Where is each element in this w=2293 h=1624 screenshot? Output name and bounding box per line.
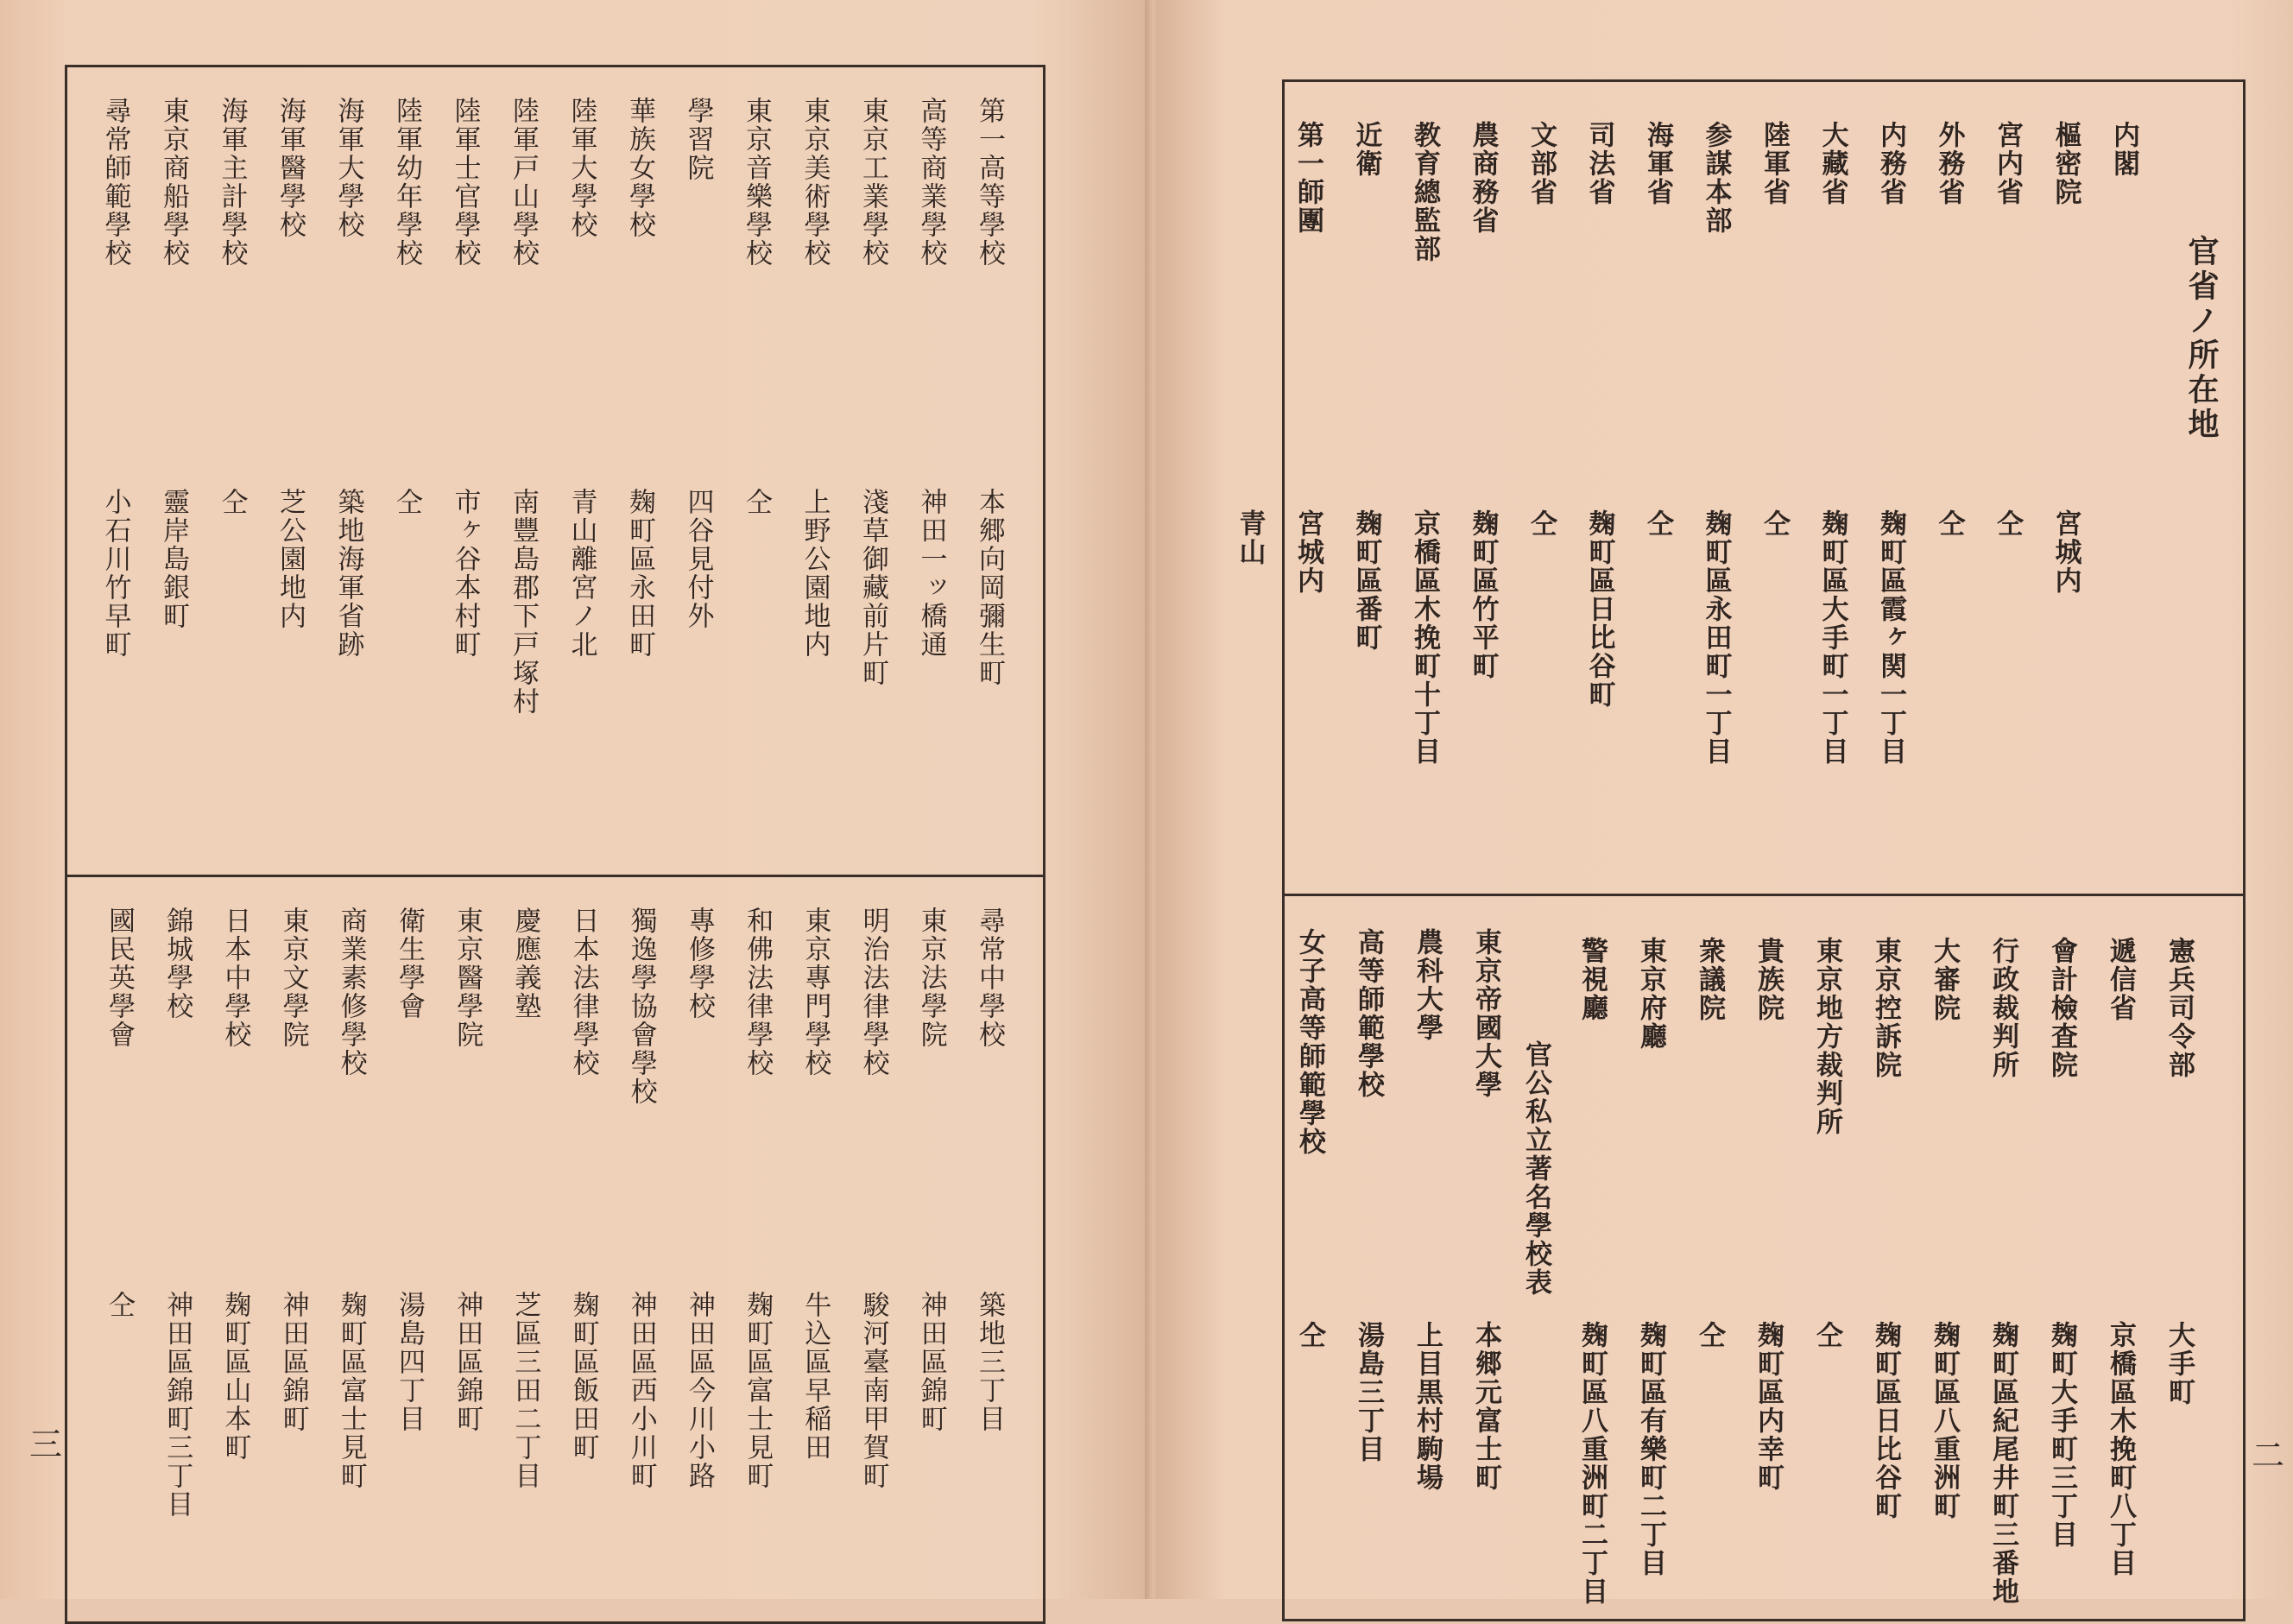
entry-name: 東京控訴院 (1870, 937, 1901, 1079)
entry-name: 商業素修學校 (335, 907, 367, 1077)
entry-address: 駿河臺南甲賀町 (857, 1291, 889, 1490)
right-page (1157, 0, 2293, 1606)
entry-name: 農商務省 (1467, 121, 1499, 235)
entry-name: 國民英學會 (104, 907, 135, 1049)
entry-name: 慶應義塾 (509, 907, 541, 1021)
entry-address: 麹町區日比谷町 (1583, 509, 1615, 709)
entry-address: 京橋區木挽町十丁目 (1409, 509, 1440, 766)
entry-name: 近衛 (1350, 121, 1382, 178)
entry-name: 内務省 (1875, 121, 1906, 206)
entry-address: 麹町區八重洲町二丁目 (1576, 1321, 1608, 1606)
entry-address: 仝 (1759, 509, 1790, 538)
entry-address: 麹町區大手町一丁目 (1816, 509, 1848, 766)
entry-address: 仝 (1694, 1321, 1725, 1349)
entry-address: 神田區錦町三丁目 (161, 1291, 193, 1519)
entry-name: 外務省 (1933, 121, 1965, 206)
entry-address: 仝 (216, 488, 248, 516)
entry-name: 明治法律學校 (857, 907, 889, 1077)
entry-address: 仝 (104, 1291, 135, 1319)
entry-name: 衛生學會 (394, 907, 425, 1021)
entry-address: 南豐島郡下戸塚村 (508, 488, 539, 716)
entry-address: 神田一ッ橋通 (915, 488, 947, 659)
entry-address: 麹町區霞ヶ関一丁目 (1875, 509, 1906, 766)
entry-name: 東京工業學校 (857, 97, 888, 268)
entry-name: 高等師範學校 (1353, 928, 1384, 1099)
entry-address: 麹町區紀尾井町三番地 (1987, 1321, 2018, 1606)
entry-address: 青山 (1234, 509, 1266, 566)
entry-address: 仝 (1811, 1321, 1842, 1349)
entry-name: 海軍大學校 (332, 97, 364, 239)
entry-name: 第一高等學校 (974, 97, 1005, 268)
entry-name: 貴族院 (1753, 937, 1784, 1022)
entry-name: 警視廳 (1576, 937, 1608, 1022)
entry-name: 第一師團 (1292, 121, 1323, 235)
entry-name: 樞密院 (2050, 121, 2081, 206)
entry-name: 海軍主計學校 (216, 97, 248, 268)
entry-address: 芝區三田二丁目 (509, 1291, 541, 1490)
entry-address: 築地海軍省跡 (332, 488, 364, 659)
entry-name: 農科大學 (1412, 928, 1443, 1042)
entry-name: 参謀本部 (1700, 121, 1732, 235)
entry-address: 青山離宮ノ北 (565, 488, 597, 659)
entry-name: 司法省 (1583, 121, 1615, 206)
entry-name: 行政裁判所 (1987, 937, 2018, 1079)
entry-name: 東京帝國大學 (1470, 928, 1501, 1099)
entry-address: 四谷見付外 (682, 488, 714, 630)
entry-name: 陸軍幼年學校 (391, 97, 422, 268)
entry-name: 尋常師範學校 (99, 97, 131, 268)
entry-address: 小石川竹早町 (99, 488, 131, 659)
entry-name: 海軍省 (1642, 121, 1673, 206)
entry-name: 錦城學校 (161, 907, 193, 1021)
entry-address: 靈岸島銀町 (158, 488, 189, 630)
entry-name: 獨逸學協會學校 (625, 907, 657, 1106)
right-folio: 二 (2252, 1437, 2285, 1475)
entry-address: 麹町區永田町 (624, 488, 655, 659)
entry-address: 京橋區木挽町八丁目 (2105, 1321, 2136, 1577)
entry-address: 宮城内 (2050, 509, 2081, 595)
entry-name: 高等商業學校 (915, 97, 947, 268)
entry-name: 東京醫學院 (452, 907, 483, 1049)
entry-name: 東京文學院 (277, 907, 309, 1049)
entry-name: 遞信省 (2105, 937, 2136, 1022)
entry-name: 東京專門學校 (799, 907, 831, 1077)
entry-address: 仝 (1642, 509, 1673, 538)
entry-name: 東京商船學校 (158, 97, 189, 268)
entry-name: 文部省 (1526, 121, 1557, 206)
entry-address: 神田區西小川町 (625, 1291, 657, 1490)
entry-name: 憲兵司令部 (2164, 937, 2195, 1079)
entry-address: 仝 (741, 488, 772, 516)
entry-name: 陸軍大學校 (565, 97, 597, 239)
entry-address: 麹町區日比谷町 (1870, 1321, 1901, 1520)
entry-name: 海軍醫學校 (275, 97, 306, 239)
entry-name: 東京法學院 (915, 907, 947, 1049)
entry-name: 内閣 (2108, 121, 2139, 178)
entry-address: 麹町區有樂町二丁目 (1635, 1321, 1666, 1577)
entry-address: 市ヶ谷本村町 (449, 488, 481, 659)
entry-name: 宮内省 (1992, 121, 2023, 206)
entry-name: 東京地方裁判所 (1811, 937, 1842, 1136)
entry-address: 湯島四丁目 (394, 1291, 425, 1433)
left-page (0, 0, 1148, 1599)
entry-address: 麹町區竹平町 (1467, 509, 1499, 680)
entry-address: 麹町區番町 (1350, 509, 1382, 652)
entry-address: 麹町區内幸町 (1753, 1321, 1784, 1492)
entry-name: 陸軍士官學校 (449, 97, 481, 268)
entry-address: 神田區錦町 (452, 1291, 483, 1433)
entry-address: 上目黒村駒場 (1412, 1321, 1443, 1492)
entry-name: 大審院 (1929, 937, 1960, 1022)
entry-address: 本郷向岡彌生町 (974, 488, 1005, 687)
entry-name: 和佛法律學校 (742, 907, 774, 1077)
entry-address: 神田區今川小路 (684, 1291, 715, 1490)
entry-address: 仝 (1526, 509, 1557, 538)
entry-address: 麹町區富士見町 (335, 1291, 367, 1490)
entry-address: 淺草御藏前片町 (857, 488, 888, 687)
entry-address: 麹町區飯田町 (567, 1291, 599, 1462)
entry-address: 本郷元富士町 (1470, 1321, 1501, 1492)
right-page-title: 官省ノ所在地 (2183, 235, 2220, 442)
entry-address: 湯島三丁目 (1353, 1321, 1384, 1463)
entry-address: 麹町區八重洲町 (1929, 1321, 1960, 1520)
left-folio: 三 (29, 1425, 63, 1463)
entry-address: 神田區錦町 (915, 1291, 947, 1433)
entry-address: 麹町區富士見町 (742, 1291, 774, 1490)
left-page-frame (65, 65, 1045, 1624)
entry-address: 神田區錦町 (277, 1291, 309, 1433)
entry-name: 會計檢査院 (2046, 937, 2077, 1079)
entry-name: 陸軍省 (1759, 121, 1790, 206)
entry-name: 女子高等師範學校 (1294, 928, 1325, 1156)
entry-name: 東京音樂學校 (741, 97, 772, 268)
entry-address: 牛込區早稲田 (799, 1291, 831, 1462)
entry-name: 日本法律學校 (567, 907, 599, 1077)
entry-name: 日本中學校 (219, 907, 251, 1049)
entry-address: 仝 (1992, 509, 2023, 538)
right-page-divider (1282, 894, 2246, 896)
entry-name: 衆議院 (1694, 937, 1725, 1022)
entry-name: 東京府廳 (1635, 937, 1666, 1051)
entry-name: 東京美術學校 (799, 97, 831, 268)
entry-address: 麹町區山本町 (219, 1291, 251, 1462)
entry-address: 大手町 (2164, 1321, 2195, 1406)
entry-address: 仝 (1294, 1321, 1325, 1349)
entry-address: 芝公園地内 (275, 488, 306, 630)
entry-name: 學習院 (682, 97, 714, 182)
entry-name: 陸軍戸山學校 (508, 97, 539, 268)
entry-name: 專修學校 (684, 907, 715, 1021)
entry-name: 教育總監部 (1409, 121, 1440, 263)
entry-address: 宮城内 (1292, 509, 1323, 595)
left-page-divider (65, 875, 1045, 877)
entry-address: 築地三丁目 (974, 1291, 1005, 1433)
entry-name: 大藏省 (1816, 121, 1848, 206)
entry-name: 華族女學校 (624, 97, 655, 239)
school-table-heading: 官公私立著名學校表 (1520, 1040, 1551, 1297)
entry-address: 仝 (1933, 509, 1965, 538)
entry-address: 上野公園地内 (799, 488, 831, 659)
entry-address: 麹町大手町三丁目 (2046, 1321, 2077, 1549)
entry-address: 麹町區永田町一丁目 (1700, 509, 1732, 766)
entry-address: 仝 (391, 488, 422, 516)
entry-name: 尋常中學校 (974, 907, 1005, 1049)
